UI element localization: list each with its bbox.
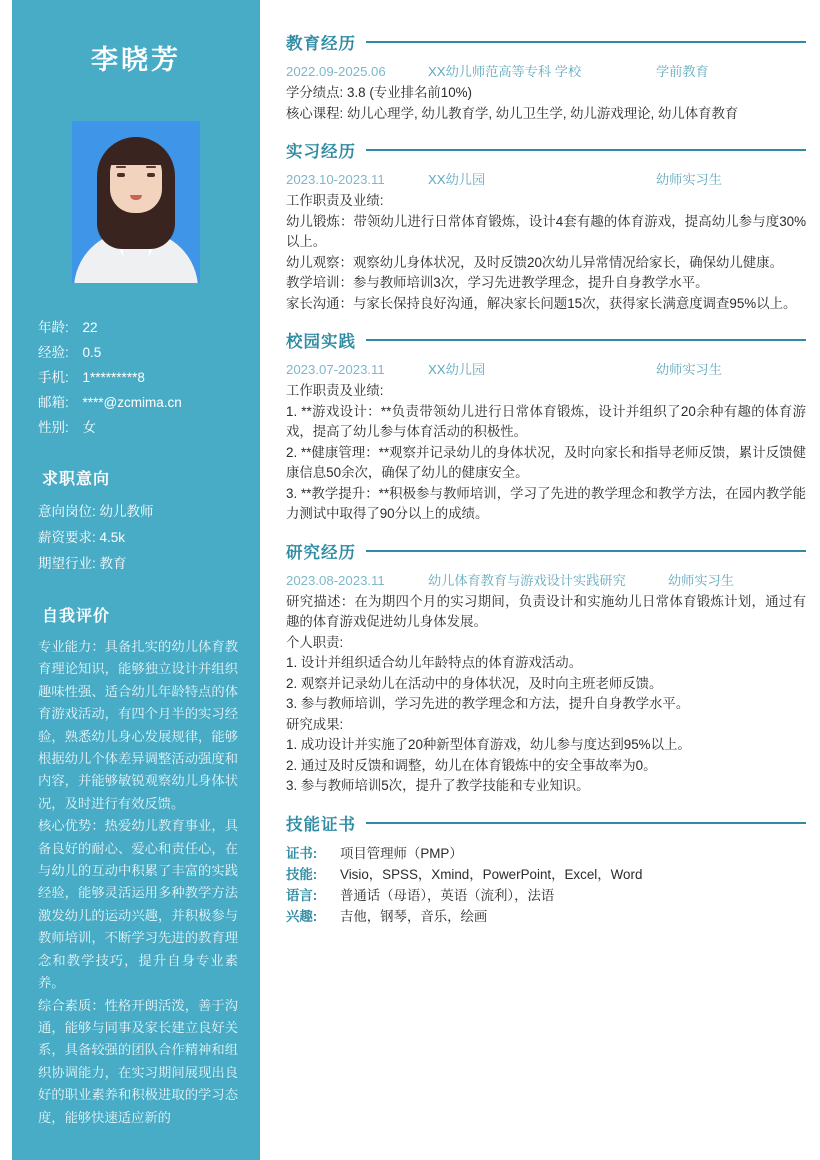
section-divider [366, 550, 806, 552]
campus-line: 工作职责及业绩: [286, 383, 384, 398]
internship-role: 幼师实习生 [656, 172, 722, 187]
research-line: 1. 设计并组织适合幼儿年龄特点的体育游戏活动。 [286, 655, 583, 670]
section-skills [286, 811, 806, 927]
section-title-campus-practice: 校园实践 [286, 333, 356, 351]
info-label: 经验: [38, 345, 69, 360]
internship-line: 幼儿观察：观察幼儿身体状况，及时反馈20次幼儿异常情况给家长，确保幼儿健康。 [286, 254, 783, 270]
section-header [286, 138, 806, 162]
research-line: 2. 观察并记录幼儿在活动中的身体状况，及时向主班老师反馈。 [286, 675, 663, 691]
job-intent-block [38, 499, 260, 577]
section-title-skills: 技能证书 [286, 815, 356, 834]
section-title-internship: 实习经历 [286, 143, 356, 161]
research-line: 3. 参与教师培训5次，提升了教学技能和专业知识。 [286, 778, 590, 793]
section-campus-practice [286, 328, 806, 525]
research-entry-row [286, 571, 806, 590]
job-intent-position: 意向岗位: 幼儿教师 [38, 504, 154, 519]
education-entry-row [286, 62, 806, 81]
info-row-age [38, 315, 260, 340]
section-title-self-eval: 自我评价 [42, 608, 111, 625]
research-line: 1. 成功设计并实施了20种新型体育游戏，幼儿参与度达到95%以上。 [286, 737, 691, 752]
self-eval-paragraph: 专业能力：具备扎实的幼儿体育教育理论知识，能够独立设计并组织趣味性强、适合幼儿年龄特点的体育游戏活动，有四个月半的实习经验，熟悉幼儿身心发展规律，能够根据幼儿个体差异调整活动强度和内容，并能够敏锐观察幼儿身体状况，及时进行有效反馈。 [38, 639, 238, 811]
sidebar [12, 0, 260, 1160]
campus-line: 3. **教学提升：**积极参与教师培训，学习了先进的教学理念和教学方法，在园内教学能力测试中取得了90分以上的成绩。 [286, 485, 806, 521]
section-divider [366, 822, 806, 824]
info-row-email [38, 390, 260, 415]
skills-value: 项目管理师（PMP） [340, 845, 463, 861]
info-row-gender [38, 415, 260, 440]
section-research [286, 539, 806, 797]
candidate-name: 李晓芳 [91, 45, 181, 75]
internship-org: XX幼儿园 [428, 172, 486, 187]
skills-key: 证书: [286, 845, 318, 861]
internship-entry-row [286, 170, 806, 189]
section-header [286, 539, 806, 563]
section-header [286, 30, 806, 54]
education-major: 学前教育 [656, 64, 709, 79]
campus-line: 1. **游戏设计：**负责带领幼儿进行日常体育锻炼，设计并组织了20余种有趣的体育游戏，提高了幼儿参与体育活动的积极性。 [286, 403, 806, 439]
section-divider [366, 41, 806, 43]
research-line: 研究成果: [286, 716, 344, 732]
job-intent-industry: 期望行业: 教育 [38, 556, 127, 571]
self-eval-paragraph: 综合素质：性格开朗活泼，善于沟通，能够与同事及家长建立良好关系，具备较强的团队合作精神和组织协调能力，在实习期间展现出良好的职业素养和积极进取的学习态度，能够快速适应新的 [38, 997, 238, 1125]
section-education [286, 30, 806, 124]
skills-value: 吉他，钢琴，音乐，绘画 [340, 908, 488, 924]
internship-line: 教学培训：参与教师培训3次，学习先进教学理念，提升自身教学水平。 [286, 275, 709, 290]
research-line: 3. 参与教师培训，学习先进的教学理念和方法，提升自身教学水平。 [286, 696, 690, 711]
section-divider [366, 339, 806, 341]
internship-date: 2023.10-2023.11 [286, 172, 385, 187]
education-school: XX幼儿师范高等专科 学校 [428, 64, 582, 79]
avatar [72, 121, 200, 283]
info-label: 邮箱: [38, 395, 69, 410]
info-value: 22 [82, 320, 98, 335]
section-internship [286, 138, 806, 314]
campus-line: 2. **健康管理：**观察并记录幼儿的身体状况，及时向家长和指导老师反馈，累计反馈健康信息50余次，确保了幼儿的健康安全。 [286, 444, 806, 480]
info-label: 手机: [38, 370, 69, 385]
self-eval-block [38, 636, 260, 1129]
skills-value: Visio，SPSS，Xmind，PowerPoint，Excel，Word [340, 866, 643, 882]
skills-row-certificate [286, 843, 806, 864]
sidebar-body [12, 315, 260, 1129]
internship-line: 幼儿锻炼：带领幼儿进行日常体育锻炼，设计4套有趣的体育游戏，提高幼儿参与度30%以上。 [286, 213, 806, 249]
section-divider [366, 149, 806, 151]
internship-line: 工作职责及业绩: [286, 193, 384, 208]
campus-entry-row [286, 360, 806, 379]
skills-row-skills [286, 864, 806, 885]
info-row-phone [38, 365, 260, 390]
info-label: 性别: [38, 420, 69, 435]
info-label: 年龄: [38, 320, 69, 335]
skills-key: 技能: [286, 866, 318, 882]
education-date: 2022.09-2025.06 [286, 64, 386, 79]
main-content [286, 0, 806, 1160]
info-value: 女 [82, 420, 97, 435]
skills-key: 兴趣: [286, 908, 318, 924]
contact-info-list [38, 315, 260, 440]
skills-row-interests [286, 906, 806, 927]
section-title-education: 教育经历 [286, 35, 356, 53]
campus-org: XX幼儿园 [428, 362, 486, 377]
research-line: 个人职责: [286, 634, 344, 650]
internship-line: 家长沟通：与家长保持良好沟通，解决家长问题15次，获得家长满意度调查95%以上。 [286, 295, 797, 311]
campus-role: 幼师实习生 [656, 362, 722, 377]
info-value: ****@zcmima.cn [82, 395, 182, 410]
skills-value: 普通话（母语），英语（流利），法语 [340, 887, 555, 903]
campus-date: 2023.07-2023.11 [286, 362, 385, 377]
job-intent-salary: 薪资要求: 4.5k [38, 530, 126, 545]
info-row-experience [38, 340, 260, 365]
research-date: 2023.08-2023.11 [286, 572, 385, 588]
research-role: 幼师实习生 [668, 572, 734, 588]
id-photo [72, 121, 200, 283]
section-title-job-intent: 求职意向 [42, 471, 111, 488]
info-value: 1*********8 [82, 370, 145, 385]
skills-key: 语言: [286, 887, 318, 903]
research-line: 2. 通过及时反馈和调整，幼儿在体育锻炼中的安全事故率为0。 [286, 757, 657, 773]
section-header [286, 811, 806, 835]
research-topic: 幼儿体育教育与游戏设计实践研究 [428, 572, 626, 588]
info-value: 0.5 [82, 345, 102, 360]
education-gpa: 学分绩点: 3.8 (专业排名前10%) [286, 85, 473, 100]
section-title-research: 研究经历 [286, 543, 356, 562]
skills-row-languages [286, 885, 806, 906]
research-line: 研究描述：在为期四个月的实习期间，负责设计和实施幼儿日常体育锻炼计划，通过有趣的体育游戏促进幼儿身体发展。 [286, 593, 806, 629]
section-header [286, 328, 806, 352]
self-eval-paragraph: 核心优势：热爱幼儿教育事业，具备良好的耐心、爱心和责任心，在与幼儿的互动中积累了丰富的实践经验，能够灵活运用多种教学方法激发幼儿的运动兴趣，并积极参与教师培训，不断学习先进的教育理念和教学技巧，提升自身专业素养。 [38, 818, 238, 991]
education-courses: 核心课程: 幼儿心理学, 幼儿教育学, 幼儿卫生学, 幼儿游戏理论, 幼儿体育教育 [286, 105, 739, 121]
